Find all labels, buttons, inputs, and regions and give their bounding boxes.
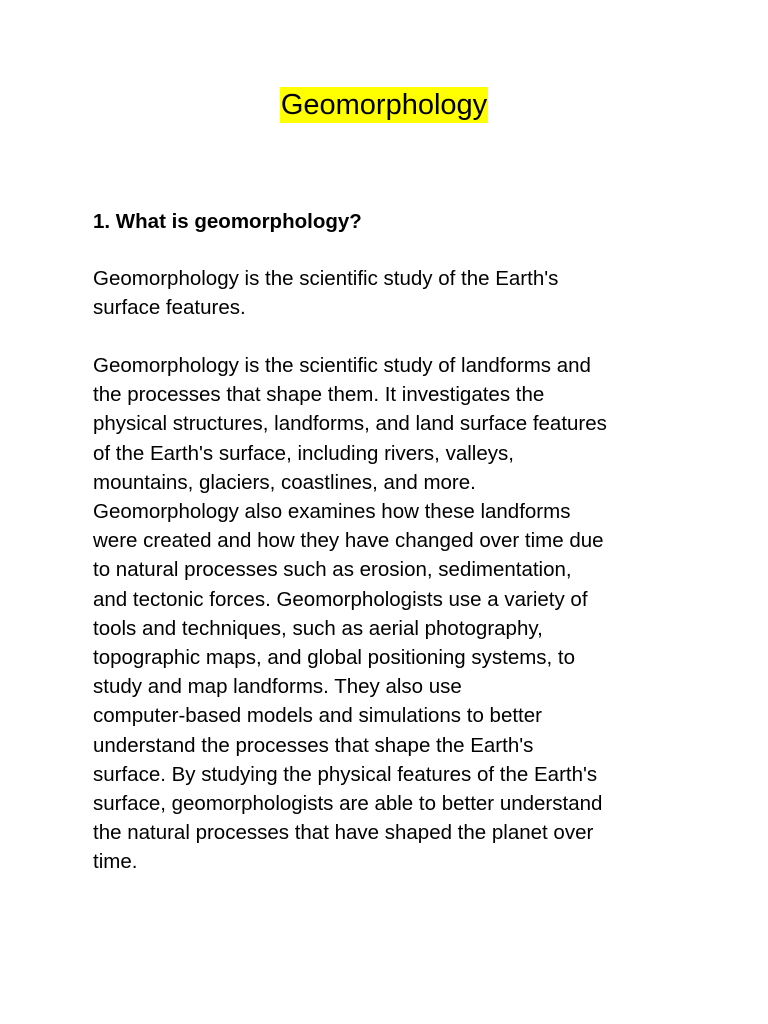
paragraph-line: were created and how they have changed over time due xyxy=(93,529,604,553)
paragraph-long-definition xyxy=(93,351,693,877)
section-heading: 1. What is geomorphology? xyxy=(93,210,362,233)
paragraph-line: Geomorphology also examines how these landforms xyxy=(93,500,571,524)
document-title: Geomorphology xyxy=(280,89,488,121)
paragraph-line: to natural processes such as erosion, sedimentation, xyxy=(93,558,572,582)
paragraph-line: computer-based models and simulations to better xyxy=(93,704,542,728)
paragraph-line: surface, geomorphologists are able to better understand xyxy=(93,792,603,816)
paragraph-line: study and map landforms. They also use xyxy=(93,675,462,699)
paragraph-line: of the Earth's surface, including rivers, valleys, xyxy=(93,441,514,465)
paragraph-short-definition xyxy=(93,264,693,322)
paragraph-line: and tectonic forces. Geomorphologists use a variety of xyxy=(93,587,588,611)
paragraph-line: Geomorphology is the scientific study of the Earth's xyxy=(93,267,559,290)
paragraph-line: time. xyxy=(93,850,138,874)
paragraph-line: the processes that shape them. It investigates the xyxy=(93,383,545,407)
paragraph-line: topographic maps, and global positioning systems, to xyxy=(93,646,576,670)
paragraph-line: the natural processes that have shaped the planet over xyxy=(93,821,594,845)
title-container xyxy=(0,87,768,123)
paragraph-line: physical structures, landforms, and land surface features xyxy=(93,412,607,436)
paragraph-line: Geomorphology is the scientific study of landforms and xyxy=(93,354,591,377)
paragraph-line: mountains, glaciers, coastlines, and more. xyxy=(93,470,476,494)
paragraph-line: surface. By studying the physical features of the Earth's xyxy=(93,762,598,786)
paragraph-line: understand the processes that shape the Earth's xyxy=(93,733,534,757)
paragraph-line: surface features. xyxy=(93,296,246,320)
paragraph-line: tools and techniques, such as aerial photography, xyxy=(93,616,543,640)
